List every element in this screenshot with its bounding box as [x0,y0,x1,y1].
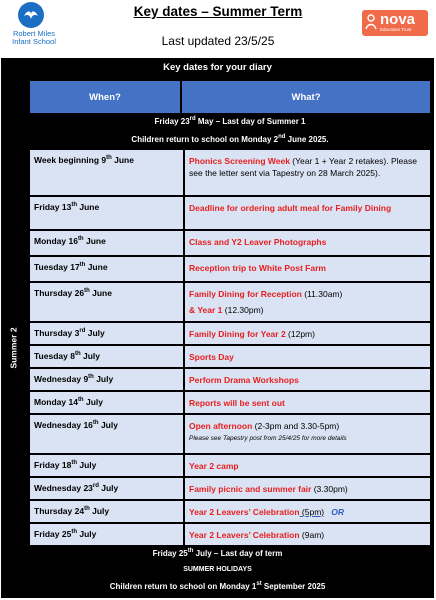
last-updated: Last updated 23/5/25 [161,34,275,48]
date-cell: Friday 13th June [30,197,183,229]
page-title: Key dates – Summer Term [133,4,303,19]
date-cell: Friday 18th July [30,455,183,476]
key-dates-table [1,58,434,598]
event-cell: Reception trip to White Post Farm [185,257,430,281]
date-cell: Week beginning 9th June [30,150,183,195]
return-notice-september: Children return to school on Monday 1st September 2025 [109,581,326,591]
summer1-end-notice: Friday 23rd May – Last day of Summer 1 [154,116,306,126]
nova-mark-icon [365,14,377,30]
event-cell: Reports will be sent out [185,392,430,413]
event-cell: Sports Day [185,346,430,367]
or-text: OR [331,507,344,517]
event-cell: Family Dining for Reception (11.30am) & Year 1 (12.30pm) [185,283,430,321]
nova-subtitle: Education Trust [380,27,412,32]
nova-wordmark: nova [380,11,416,28]
nova-logo [362,10,428,36]
date-cell: Wednesday 9th July [30,369,183,390]
date-cell: Tuesday 8th July [30,346,183,367]
event-cell: Family picnic and summer fair (3.30pm) [185,478,430,499]
summer-holidays-label: SUMMER HOLIDAYS [183,566,252,573]
event-cell: Year 2 Leavers’ Celebration (5pm) OR [185,501,430,522]
date-cell: Wednesday 23rd July [30,478,183,499]
return-notice-june: Children return to school on Monday 2nd June 2025. [131,134,329,144]
term-side-label: Summer 2 [1,150,28,546]
event-note: Please see Tapestry post from 25/4/25 for more details [189,435,347,442]
date-cell: Friday 25th July [30,524,183,545]
school-name-line2: Infant School [12,37,56,46]
date-cell: Monday 14th July [30,392,183,413]
event-cell: Perform Drama Workshops [185,369,430,390]
table-caption: Key dates for your diary [163,62,272,73]
page-header [0,0,436,58]
event-cell: Year 2 camp [185,455,430,476]
event-cell: Open afternoon (2-3pm and 3.30-5pm) Please see Tapestry post from 25/4/25 for more details [185,415,430,453]
date-cell: Thursday 26th June [30,283,183,321]
event-cell: Family Dining for Year 2 (12pm) [185,323,430,344]
column-header-when: When? [30,81,180,113]
date-cell: Tuesday 17th June [30,257,183,281]
column-header-what: What? [182,81,430,113]
date-cell: Thursday 24th July [30,501,183,522]
school-name-line1: Robert Miles [12,29,56,38]
event-cell: Phonics Screening Week (Year 1 + Year 2 retakes). Please see the letter sent via Tapestry on 28 March 2025). [185,150,430,195]
date-cell: Monday 16th June [30,231,183,255]
event-cell: Year 2 Leavers’ Celebration (9am) [185,524,430,545]
term-end-notice: Friday 25th July – Last day of term [152,548,283,558]
event-cell: Class and Y2 Leaver Photographs [185,231,430,255]
event-cell: Deadline for ordering adult meal for Family Dining [185,197,430,229]
date-cell: Thursday 3rd July [30,323,183,344]
date-cell: Wednesday 16th July [30,415,183,453]
